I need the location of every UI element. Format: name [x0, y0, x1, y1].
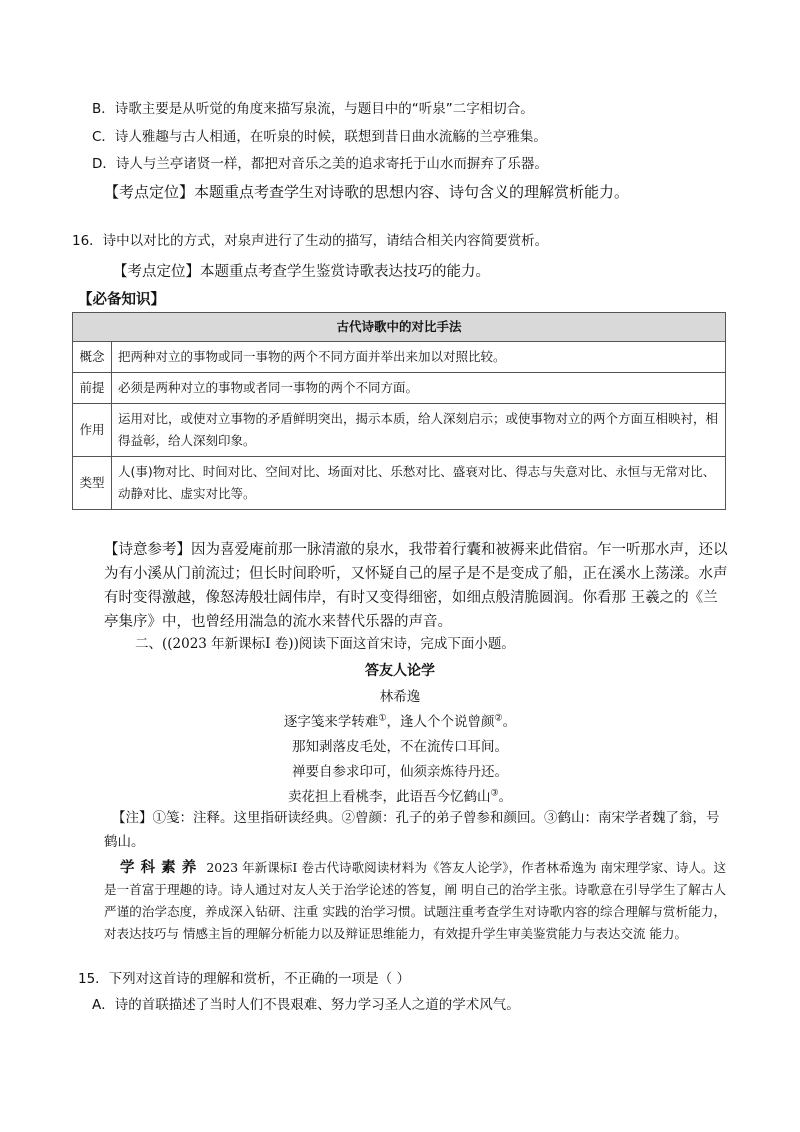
row-text: 人(事)物对比、时间对比、空间对比、场面对比、乐愁对比、盛衰对比、得志与失意对比、永恒与无常对比、动静对比、虚实对比等。: [112, 457, 726, 510]
suyang-label: 学科素养: [120, 859, 203, 876]
poem-note: 【注】①笺：注释。这里指研读经典。②曾颜：孔子的弟子曾参和颜回。③鹤山：南宋学者魏了翁，号鹤山。: [104, 810, 720, 850]
poem-line-3: 禅要自参求印可，仙须亲炼待丹还。: [292, 764, 508, 780]
option-b: B．诗歌主要是从听觉的角度来描写泉流，与题目中的“听泉”二字相切合。: [92, 101, 534, 117]
table-title: 古代诗歌中的对比手法: [73, 313, 726, 342]
row-text: 必须是两种对立的事物或者同一事物的两个不同方面。: [112, 373, 726, 404]
poem-line-1: 逐字笺来学转难①，逢人个个说曾颜②。: [283, 713, 517, 730]
poem-line-4: 卖花担上看桃李，此语吾今忆鹤山③。: [287, 788, 513, 805]
row-label: 类型: [73, 457, 112, 510]
question-15: 15．下列对这首诗的理解和赏析，不正确的一项是（ ）: [78, 971, 410, 987]
section-2-heading: 二、((2023 年新课标Ⅰ 卷))阅读下面这首宋诗，完成下面小题。: [135, 636, 515, 652]
row-label: 前提: [73, 373, 112, 404]
row-text: 运用对比，或使对立事物的矛盾鲜明突出，揭示本质，给人深刻启示；或使事物对立的两个方面互相映衬，相得益彰，给人深刻印象。: [112, 404, 726, 457]
poem-line-2: 那知剥落皮毛处，不在流传口耳间。: [292, 739, 508, 755]
table-row: [73, 404, 726, 457]
kaodian-1: 【考点定位】本题重点考查学生对诗歌的思想内容、诗句含义的理解赏析能力。: [104, 183, 630, 201]
question-16: 16．诗中以对比的方式，对泉声进行了生动的描写，请结合相关内容简要赏析。: [72, 233, 549, 249]
kaodian-2: 【考点定位】本题重点考查学生鉴赏诗歌表达技巧的能力。: [113, 264, 490, 280]
suyang-paragraph: [104, 857, 726, 945]
poem-author: 林希逸: [379, 689, 421, 705]
shiyi-paragraph: 【诗意参考】因为喜爱庵前那一脉清澈的泉水，我带着行囊和被褥来此借宿。乍一听那水声，还以为有小溪从门前流过；但长时间聆听，又怀疑自己的屋子是不是变成了船，正在溪水上荡漾。水声有时变得激越，像怒涛般壮阔伟岸，有时又变得细密，如细点般清脆圆润。你看那 王羲之的《兰亭集序》中，也曾经用湍急的流水来替代乐器的声音。: [104, 542, 728, 630]
option-d: D．诗人与兰亭诸贤一样，都把对音乐之美的追求寄托于山水而摒弃了乐器。: [92, 156, 548, 172]
contrast-table: [72, 312, 726, 510]
bibei-heading: 【必备知识】: [78, 292, 165, 308]
suyang-text: 2023 年新课标Ⅰ 卷古代诗歌阅读材料为《答友人论学》，作者林希逸为 南宋理学家、诗人。这是一首富于理趣的诗。诗人通过对友人关于治学论述的答复，阐 明自己的治学主张。诗歌意在引导学生了解古人严谨的治学态度，养成深入钻研、注重 实践的治学习惯。试题注重考查学生对诗歌内容的综合理解与赏析能力，对表达技巧与 情感主旨的理解分析能力以及辩证思维能力，有效提升学生审美鉴赏能力与表达交流 能力。: [104, 860, 726, 941]
row-label: 概念: [73, 342, 112, 373]
poem-title: 答友人论学: [365, 663, 435, 679]
row-label: 作用: [73, 404, 112, 457]
option-a: A．诗的首联描述了当时人们不畏艰难、努力学习圣人之道的学术风气。: [92, 997, 520, 1013]
table-row: [73, 373, 726, 404]
option-c: C．诗人雅趣与古人相通，在听泉的时候，联想到昔日曲水流觞的兰亭雅集。: [92, 129, 547, 145]
table-row: [73, 342, 726, 373]
table-row: [73, 457, 726, 510]
row-text: 把两种对立的事物或同一事物的两个不同方面并举出来加以对照比较。: [112, 342, 726, 373]
